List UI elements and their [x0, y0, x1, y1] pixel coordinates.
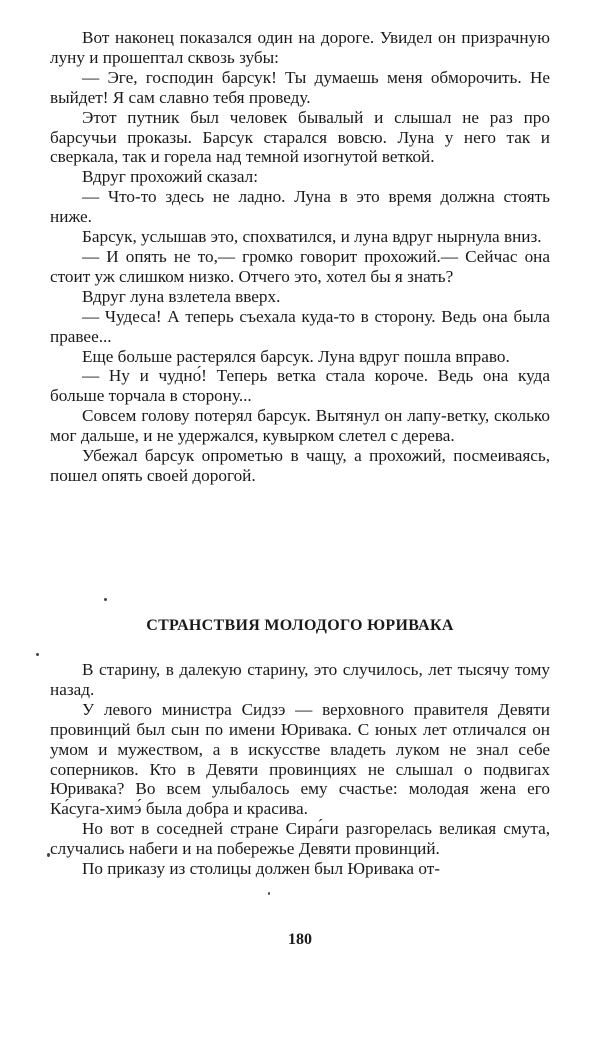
paragraph: Еще больше растерялся барсук. Луна вдруг пошла вправо. — [82, 346, 510, 366]
paragraph: Вдруг луна взлетела вверх. — [82, 286, 281, 306]
story-text-badger — [50, 28, 550, 486]
paragraph: У левого министра Сидзэ — верховного правителя Девяти провинций был сын по имени Юривака. С юных лет отличался он умом и мужеством, а в искусстве владеть луком не знал себе соперников. Кто в Девяти провинциях не слышал о подвигах Юривака? Во всем улыбалось ему счастье: молодая жена его Ка́суга-химэ́ была добра и красива. — [50, 699, 550, 819]
paragraph: — Что-то здесь не ладно. Луна в это время должна стоять ниже. — [50, 187, 550, 227]
page-number: 180 — [288, 931, 312, 948]
paragraph: — Чудеса! А теперь съехала куда-то в сторону. Ведь она была правее... — [50, 306, 550, 346]
paragraph: Совсем голову потерял барсук. Вытянул он лапу-ветку, сколько мог дальше, и не удержался, кувырком слетел с дерева. — [50, 406, 550, 446]
paragraph: — И опять не то,— громко говорит прохожий.— Сейчас она стоит уж слишком низко. Отчего это, хотел бы я знать? — [50, 246, 550, 286]
paragraph: В старину, в далекую старину, это случилось, лет тысячу тому назад. — [50, 660, 550, 699]
scan-speck — [47, 853, 50, 857]
scan-speck — [268, 892, 270, 895]
paragraph: Убежал барсук опрометью в чащу, а прохожий, посмеиваясь, пошел опять своей дорогой. — [50, 446, 550, 485]
paragraph: — Ну и чудно́! Теперь ветка стала короче. Ведь она куда больше торчала в сторону... — [50, 366, 550, 406]
paragraph: Барсук, услышав это, спохватился, и луна вдруг нырнула вниз. — [82, 227, 542, 247]
paragraph: Но вот в соседней стране Сира́ги разгорелась великая смута, случались набеги и на побережье Девяти провинций. — [50, 819, 550, 859]
paragraph: — Эге, господин барсук! Ты думаешь меня обморочить. Не выйдет! Я сам славно тебя проведу. — [50, 67, 550, 107]
story-text-yurivaka — [50, 660, 550, 879]
paragraph: Вот наконец показался один на дороге. Увидел он призрачную луну и прошептал сквозь зубы: — [50, 28, 550, 67]
scan-speck — [36, 653, 39, 656]
paragraph: Вдруг прохожий сказал: — [82, 167, 258, 187]
chapter-title: СТРАНСТВИЯ МОЛОДОГО ЮРИВАКА — [146, 617, 454, 634]
scan-speck — [104, 598, 107, 601]
paragraph: Этот путник был человек бывалый и слышал не раз про барсучьи проказы. Барсук старался вовсю. Луна у него так и сверкала, так и горела над темной изогнутой веткой. — [50, 107, 550, 167]
paragraph: По приказу из столицы должен был Юривака от- — [82, 859, 440, 879]
